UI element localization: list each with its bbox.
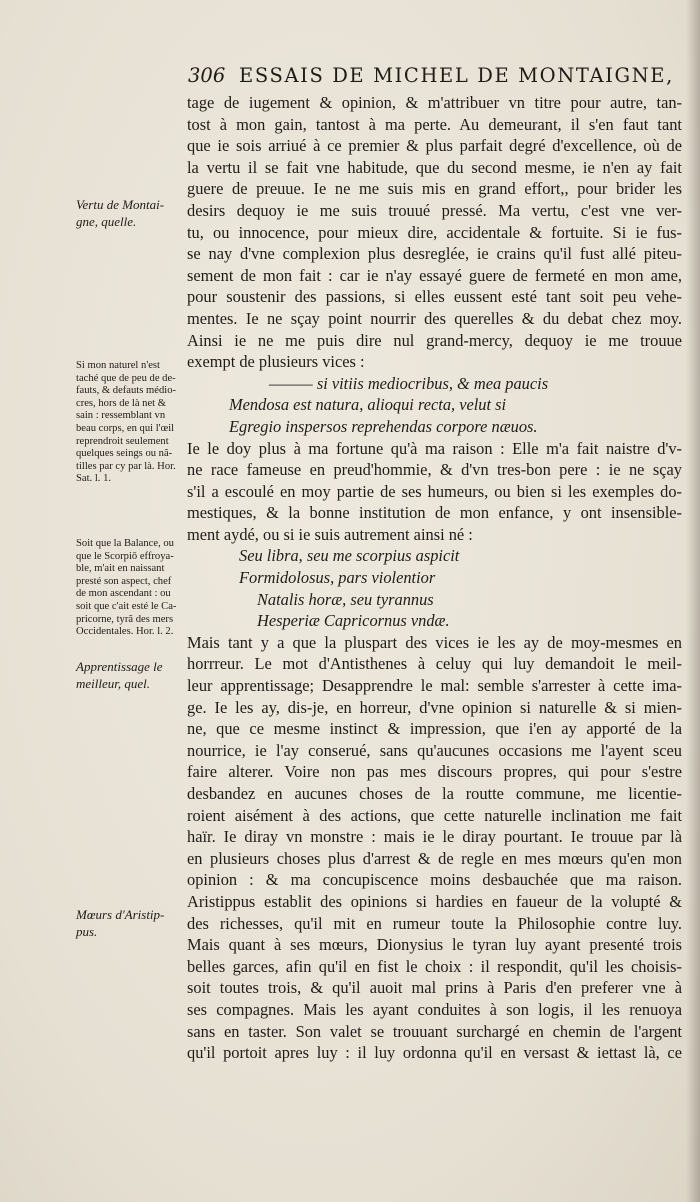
margin-note-line: sain : ressemblant vn: [76, 410, 166, 422]
margin-note-line: soit que c'ait esté le Ca-: [76, 600, 177, 612]
text-line: horrreur. Le mot d'Antisthenes à celuy qui luy demandoit le meil-: [187, 654, 682, 674]
text-line: belles garces, afin qu'il en fist le choix : il respondit, qu'il les choisis-: [187, 956, 682, 976]
margin-note-line: pus.: [76, 924, 98, 939]
margin-note-line: gne, quelle.: [76, 214, 137, 229]
margin-note-line: tilles par cy par là. Hor.: [76, 460, 176, 472]
text-line: sement de mon fait : car ie n'ay essayé guere de fermeté en mon ame,: [187, 265, 682, 285]
margin-note-line: Vertu de Montai-: [76, 197, 165, 212]
margin-note-line: que le Scorpiō effroya-: [76, 550, 174, 562]
text-line: Ainsi ie ne me puis dire nul grand-mercy, dequoy ie me trouue: [187, 330, 682, 350]
margin-note-line: Sat. l. 1.: [76, 473, 112, 485]
text-line: Mais tant y a que la pluspart des vices ie les ay de moy-mesmes en: [187, 632, 682, 652]
text-line: sans en taster. Son valet se trouuant surchargé en chemin de l'argent: [187, 1021, 682, 1041]
text-line: que ie sois arriué à ce premier & plus parfait degré d'excellence, où de: [187, 136, 682, 156]
margin-note-line: Apprentissage le: [76, 659, 163, 674]
margin-note-line: Mœurs d'Aristip-: [76, 907, 165, 922]
text-line: se nay d'vne complexion plus desreglée, ie crains qu'il fust allé piteu-: [187, 244, 682, 264]
text-line: s'il a escoulé en moy partie de ses humeurs, ou bien si les exemples do-: [187, 481, 682, 501]
text-line: roient aisément à des actions, que cette naturelle inclination me fait: [187, 805, 682, 825]
text-line: guere de preuue. Ie ne me suis mis en grand effort,, pour brider les: [187, 179, 682, 199]
text-line: en plusieurs choses plus d'arrest & de regle en mes mœurs qu'en mon: [187, 848, 682, 868]
text-line: desbandez en aucunes choses de la routte commune, me licentie-: [187, 784, 682, 803]
text-line: Aristippus establit des opinions si hardies en faueur de la volupté &: [187, 891, 682, 911]
text-line: ne race fameuse en preud'hommie, & d'vn tres-bon pere : ie ne sçay: [187, 460, 682, 480]
margin-note-line: pricorne, tyrã des mers: [76, 613, 174, 625]
margin-note-line: meilleur, quel.: [76, 676, 151, 691]
text-line: tost à mon gain, tantost à ma perte. Au demeurant, il s'en faut tant: [187, 114, 682, 134]
margin-note-aristippus: [76, 906, 184, 940]
text-line: qu'il portoit apres luy : il luy ordonna qu'il en versast & iettast là, ce: [187, 1043, 682, 1063]
verse-line: Mendosa est natura, alioqui recta, velut si: [229, 395, 507, 415]
text-line: des richesses, qu'il mit en rumeur toute la Philosophie contre luy.: [187, 913, 682, 933]
margin-note-line: presté son aspect, chef: [76, 575, 172, 587]
text-line: ment aydé, ou si ie suis autrement ainsi né :: [187, 524, 473, 544]
margin-note-line: cres, hors de là net &: [76, 397, 167, 409]
verse-line: Formidolosus, pars violentior: [239, 568, 436, 588]
verse-line: Egregio inspersos reprehendas corpore næuos.: [229, 416, 538, 436]
margin-note-line: ble, m'ait en naissant: [76, 563, 165, 575]
margin-note-line: Occidentales. Hor. l. 2.: [76, 626, 174, 638]
margin-note-line: de mon ascendant : ou: [76, 588, 171, 600]
page-number: 306: [188, 64, 226, 87]
margin-note-balance: [76, 538, 184, 639]
text-line: opinion : & ma concupiscence moins desbauchée que ma raison.: [187, 870, 682, 890]
margin-note-line: quelques seings ou nã-: [76, 448, 173, 460]
text-line: tage de iugement & opinion, & m'attribuer vn titre pour autre, tan-: [187, 93, 682, 112]
text-line: desirs dequoy ie me suis trouué pressé. Ma vertu, c'est vne ver-: [187, 200, 682, 220]
text-line: mestiques, & la bonne institution de mon enfance, y ont insensible-: [187, 503, 682, 523]
margin-note-line: beau corps, en qui l'œil: [76, 422, 175, 434]
text-line: ge. Ie les ay, dis-je, en horreur, d'vne opinion si naturelle & si mien-: [187, 697, 682, 717]
text-line: Ie le doy plus à ma fortune qu'à ma raison : Elle m'a fait naistre d'v-: [187, 438, 682, 458]
verse-line: Hesperiæ Capricornus vndæ.: [257, 611, 450, 631]
verse-line: Seu libra, seu me scorpius aspicit: [239, 546, 460, 566]
verse-line: ——— si vitiis mediocribus, & mea paucis: [269, 373, 549, 393]
text-line: ses compagnes. Mais les ayant conduites à son logis, il les renuoya: [187, 999, 682, 1019]
text-line: nourrice, ie l'ay conserué, sans qu'aucunes occasions me l'ayent sceu: [187, 740, 682, 760]
text-line: tu, ou innocence, pour mieux dire, accidentale & fortuite. Si ie fus-: [187, 222, 682, 242]
running-title: ESSAIS DE MICHEL DE MONTAIGNE,: [239, 64, 674, 87]
margin-note-line: Si mon naturel n'est: [76, 360, 160, 371]
margin-note-apprentissage: [76, 658, 184, 692]
text-line: ne, que ce mesme instinct & impression, que i'en ay apporté de la: [187, 719, 682, 739]
text-line: la vertu il se fait vne habitude, que du second mesme, ie n'en ay fait: [187, 157, 682, 177]
text-line: leur apprentissage; Desapprendre le mal: semble s'arrester à cette ima-: [187, 676, 682, 696]
margin-note-line: taché que de peu de de-: [76, 372, 176, 384]
text-line: soit toutes trois, & qu'il auoit mal prins à Paris d'en preferer vne à: [187, 978, 682, 998]
text-line: pour soustenir des passions, si elles eussent esté tant soit peu vehe-: [187, 287, 682, 307]
margin-note-naturel: [76, 360, 184, 486]
text-line: haïr. Ie diray vn monstre : mais ie le diray pourtant. Ie trouue par là: [187, 827, 682, 847]
text-line: faire alterer. Voire non pas mes discours propres, qui pour s'estre: [187, 762, 682, 782]
page-edge-shadow: [686, 0, 700, 1202]
verse-line: Natalis horæ, seu tyrannus: [257, 589, 434, 609]
main-text-block: [187, 92, 682, 1064]
margin-note-virtue: [76, 196, 184, 230]
text-line: Mais quant à ses mœurs, Dionysius le tyran luy ayant presenté trois: [187, 935, 682, 955]
margin-note-line: fauts, & defauts médio-: [76, 385, 177, 397]
text-line: mentes. Ie ne sçay point nourrir des querelles & du debat chez moy.: [187, 308, 682, 328]
text-line: exempt de plusieurs vices :: [187, 352, 365, 372]
margin-note-line: reprendroit seulement: [76, 435, 169, 447]
margin-note-line: Soit que la Balance, ou: [76, 538, 174, 549]
running-header: [188, 64, 678, 87]
